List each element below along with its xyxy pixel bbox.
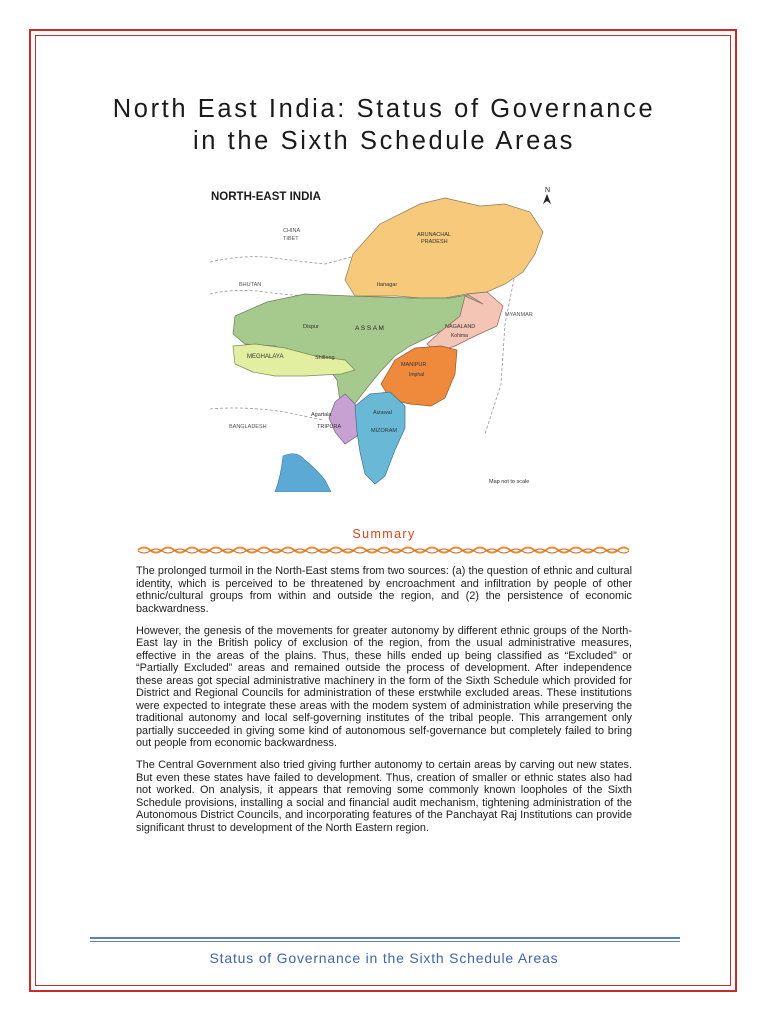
summary-paragraph-2: However, the genesis of the movements for greater autonomy by different ethnic groups of the North-East lay in the British policy of exclusion of the region, from the usual administrative measures, effective in the areas of the plains. Thus, these hills ended up being classified as “Excluded” or “Partially Excluded” areas and remained outside the process of development. After independence these areas got special administrative machinery in the form of the Sixth Schedule which provided for District and Regional Councils for administration of these erstwhile excluded areas. These institutions were expected to integrate these areas with the modem system of administration while preserving the traditional autonomy and local self-governing institutes of the tribal people. This arrangement only partially succeeded in giving some kind of autonomous self-governance but completely failed to bring out people from economic backwardness. xyxy=(136,624,632,749)
label-nagaland: NAGALAND xyxy=(445,324,476,330)
label-shillong: Shillong xyxy=(315,355,335,361)
footer-text: Status of Governance in the Sixth Schedule Areas xyxy=(209,950,559,966)
label-dispur: Dispur xyxy=(303,324,319,330)
summary-paragraph-3: The Central Government also tried giving further autonomy to certain areas by carving out new states. But even these states have failed to development. Thus, creation of smaller or ethnic states also had not worked. On analysis, it appears that removing some commonly known loopholes of the Sixth Schedule provisions, installing a social and financial audit mechanism, tightening administration of the Autonomous District Councils, and incorporating features of the Panchayat Raj Institutions can provide significant thrust to development of the North Eastern region. xyxy=(136,759,632,834)
label-bangladesh: BANGLADESH xyxy=(229,424,267,430)
label-tibet: TIBET xyxy=(283,236,299,242)
title-line-2: in the Sixth Schedule Areas xyxy=(192,127,576,155)
label-manipur: MANIPUR xyxy=(401,362,427,368)
label-agartala: Agartala xyxy=(311,412,332,418)
label-arunachal-2: PRADESH xyxy=(421,239,448,245)
label-tripura: TRIPURA xyxy=(317,424,342,430)
title-line-1: North East India: Status of Governance xyxy=(112,95,656,123)
summary-heading: Summary xyxy=(352,527,416,541)
north-letter: N xyxy=(545,187,551,194)
label-arunachal-1: ARUNACHAL xyxy=(417,232,451,238)
label-assam: A S S A M xyxy=(355,325,384,332)
summary-paragraph-1: The prolonged turmoil in the North-East stems from two sources: (a) the question of ethnic and cultural identity, which is perceived to be threatened by encroachment and infiltration by people of other ethnic/cultural groups from within and outside the region, and (2) the persistence of economic backwardness. xyxy=(136,565,632,615)
label-itanagar: Itanagar xyxy=(377,282,398,288)
footer-rule-top xyxy=(90,937,680,939)
label-china: CHINA xyxy=(283,228,301,234)
document-title xyxy=(60,93,708,157)
summary-body xyxy=(136,565,632,844)
decorative-divider xyxy=(136,545,631,555)
map-heading: NORTH-EAST INDIA xyxy=(211,191,321,203)
label-mizoram: MIZORAM xyxy=(371,428,397,434)
label-bhutan: BHUTAN xyxy=(239,282,262,288)
map-scale-note: Map not to scale xyxy=(489,479,530,485)
label-meghalaya: MEGHALAYA xyxy=(247,354,284,360)
label-aizawal: Aizawal xyxy=(373,410,392,416)
label-myanmar: MYANMAR xyxy=(505,312,533,318)
label-imphal: Imphal xyxy=(409,372,425,378)
footer-rule-bottom xyxy=(90,941,680,942)
label-kohima: Kohima xyxy=(451,333,468,339)
north-east-india-map xyxy=(205,184,560,492)
